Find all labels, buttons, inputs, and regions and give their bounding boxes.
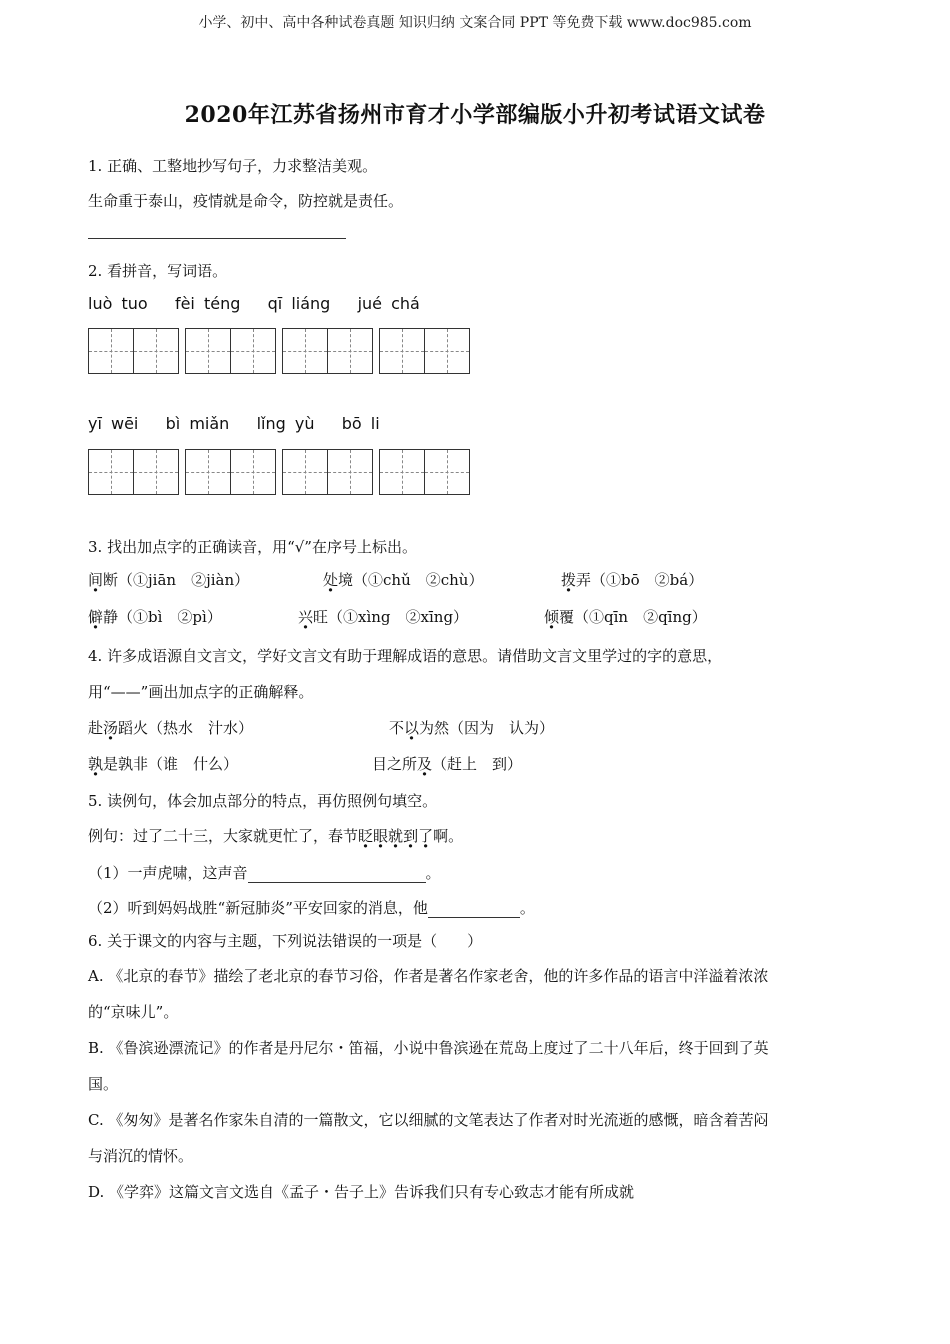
- word-box[interactable]: [379, 449, 470, 495]
- word-box[interactable]: [185, 449, 276, 495]
- q6-option-a[interactable]: A. 《北京的春节》描绘了老北京的春节习俗，作者是著名作家老舍，他的许多作品的语言中洋溢着浓浓: [88, 967, 769, 985]
- pinyin: jué chá: [357, 294, 420, 313]
- example-text: 啊。: [433, 827, 464, 845]
- q3-option[interactable]: [561, 569, 703, 590]
- example-text: 例句：过了二十三，大家就更忙了，春节: [88, 827, 359, 845]
- page-header: 小学、初中、高中各种试卷真题 知识归纳 文案合同 PPT 等免费下载 www.doc985.com: [198, 15, 752, 31]
- pinyin: luò tuo: [88, 294, 148, 313]
- dotted-char: 了: [418, 827, 434, 845]
- option-text: 静（①bì ②pì）: [103, 608, 222, 626]
- q3-option[interactable]: [323, 569, 483, 590]
- option-text: 旺（①xìng ②xīng）: [313, 608, 469, 626]
- q5-prompt: 5. 读例句，体会加点部分的特点，再仿照例句填空。: [88, 792, 438, 810]
- q6-option-b-cont: 国。: [88, 1075, 119, 1093]
- word-box[interactable]: [379, 328, 470, 374]
- q6-option-c[interactable]: C. 《匆匆》是著名作家朱自清的一篇散文，它以细腻的文笔表达了作者对时光流逝的感慨，暗含着苦闷: [88, 1111, 769, 1129]
- idiom-text: 蹈火（热水 汁水）: [118, 719, 254, 737]
- q3-option[interactable]: [544, 606, 707, 627]
- dotted-char: 汤: [103, 719, 119, 737]
- word-box[interactable]: [282, 328, 373, 374]
- q2-writing-grid-2: [88, 449, 470, 495]
- q3-option[interactable]: [88, 606, 222, 627]
- item-text: 。: [425, 864, 441, 882]
- q1-sentence: 生命重于泰山，疫情就是命令，防控就是责任。: [88, 192, 404, 210]
- dotted-char: 眼: [373, 827, 389, 845]
- q6-option-d[interactable]: D. 《学弈》这篇文言文选自《孟子・告子上》告诉我们只有专心致志才能有所成就: [88, 1183, 635, 1201]
- idiom-text: （赶上 到）: [432, 755, 523, 773]
- item-text: 。: [519, 899, 535, 917]
- dotted-char: 倾: [544, 608, 560, 626]
- q6-prompt: 6. 关于课文的内容与主题，下列说法错误的一项是（ ）: [88, 932, 483, 950]
- dotted-char: 以: [404, 719, 420, 737]
- q2-pinyin-row-2: [88, 414, 380, 433]
- word-box[interactable]: [88, 328, 179, 374]
- idiom-text: 赴: [88, 719, 104, 737]
- q5-blank-2[interactable]: [428, 917, 520, 918]
- item-text: （1）一声虎啸，这声音: [88, 864, 248, 882]
- q2-prompt: 2. 看拼音，写词语。: [88, 262, 228, 280]
- pinyin: lǐng yù: [256, 414, 315, 433]
- q3-option[interactable]: [298, 606, 468, 627]
- q4-idiom[interactable]: [88, 717, 253, 738]
- q4-idiom[interactable]: [88, 753, 238, 774]
- word-box[interactable]: [282, 449, 373, 495]
- pinyin: bō li: [341, 414, 380, 433]
- idiom-text: 目之所: [372, 755, 418, 773]
- pinyin: bì miǎn: [165, 414, 230, 433]
- idiom-text: 为然（因为 认为）: [419, 719, 555, 737]
- q4-idiom[interactable]: [372, 753, 522, 774]
- idiom-text: 不: [389, 719, 405, 737]
- q1-answer-line[interactable]: [88, 238, 346, 239]
- dotted-char: 就: [388, 827, 404, 845]
- dotted-char: 到: [403, 827, 419, 845]
- word-box[interactable]: [88, 449, 179, 495]
- pinyin: fèi téng: [174, 294, 241, 313]
- q6-option-b[interactable]: B. 《鲁滨逊漂流记》的作者是丹尼尔・笛福，小说中鲁滨逊在荒岛上度过了二十八年后，终于回到了英: [88, 1039, 769, 1057]
- item-text: （2）听到妈妈战胜“新冠肺炎”平安回家的消息，他: [88, 899, 428, 917]
- q5-blank-1[interactable]: [248, 882, 426, 883]
- q5-item-1: [88, 862, 441, 883]
- option-text: 弄（①bō ②bá）: [576, 571, 704, 589]
- q4-idiom[interactable]: [389, 717, 554, 738]
- dotted-char: 眨: [358, 827, 374, 845]
- option-text: 覆（①qīn ②qīng）: [559, 608, 707, 626]
- option-text: 断（①jiān ②jiàn）: [103, 571, 250, 589]
- q3-prompt: 3. 找出加点字的正确读音，用“√”在序号上标出。: [88, 538, 417, 556]
- q4-prompt-line-2: 用“——”画出加点字的正确解释。: [88, 683, 314, 701]
- q1-prompt: 1. 正确、工整地抄写句子，力求整洁美观。: [88, 157, 378, 175]
- q5-item-2: [88, 897, 535, 918]
- option-text: 境（①chǔ ②chù）: [338, 571, 484, 589]
- dotted-char: 及: [417, 755, 433, 773]
- q5-example: [88, 825, 463, 846]
- idiom-text: 是孰非（谁 什么）: [103, 755, 239, 773]
- dotted-char: 处: [323, 571, 339, 589]
- dotted-char: 间: [88, 571, 104, 589]
- dotted-char: 孰: [88, 755, 104, 773]
- pinyin: yī wēi: [88, 414, 139, 433]
- q2-writing-grid-1: [88, 328, 470, 374]
- q6-option-a-cont: 的“京味儿”。: [88, 1003, 179, 1021]
- page-title: 2020年江苏省扬州市育才小学部编版小升初考试语文试卷: [184, 102, 766, 128]
- q6-option-c-cont: 与消沉的情怀。: [88, 1147, 194, 1165]
- q4-prompt-line-1: 4. 许多成语源自文言文，学好文言文有助于理解成语的意思。请借助文言文里学过的字的意思，: [88, 647, 723, 665]
- word-box[interactable]: [185, 328, 276, 374]
- q2-pinyin-row-1: [88, 294, 420, 313]
- dotted-char: 兴: [298, 608, 314, 626]
- dotted-char: 拨: [561, 571, 577, 589]
- dotted-char: 僻: [88, 608, 104, 626]
- pinyin: qī liáng: [267, 294, 331, 313]
- q3-option[interactable]: [88, 569, 249, 590]
